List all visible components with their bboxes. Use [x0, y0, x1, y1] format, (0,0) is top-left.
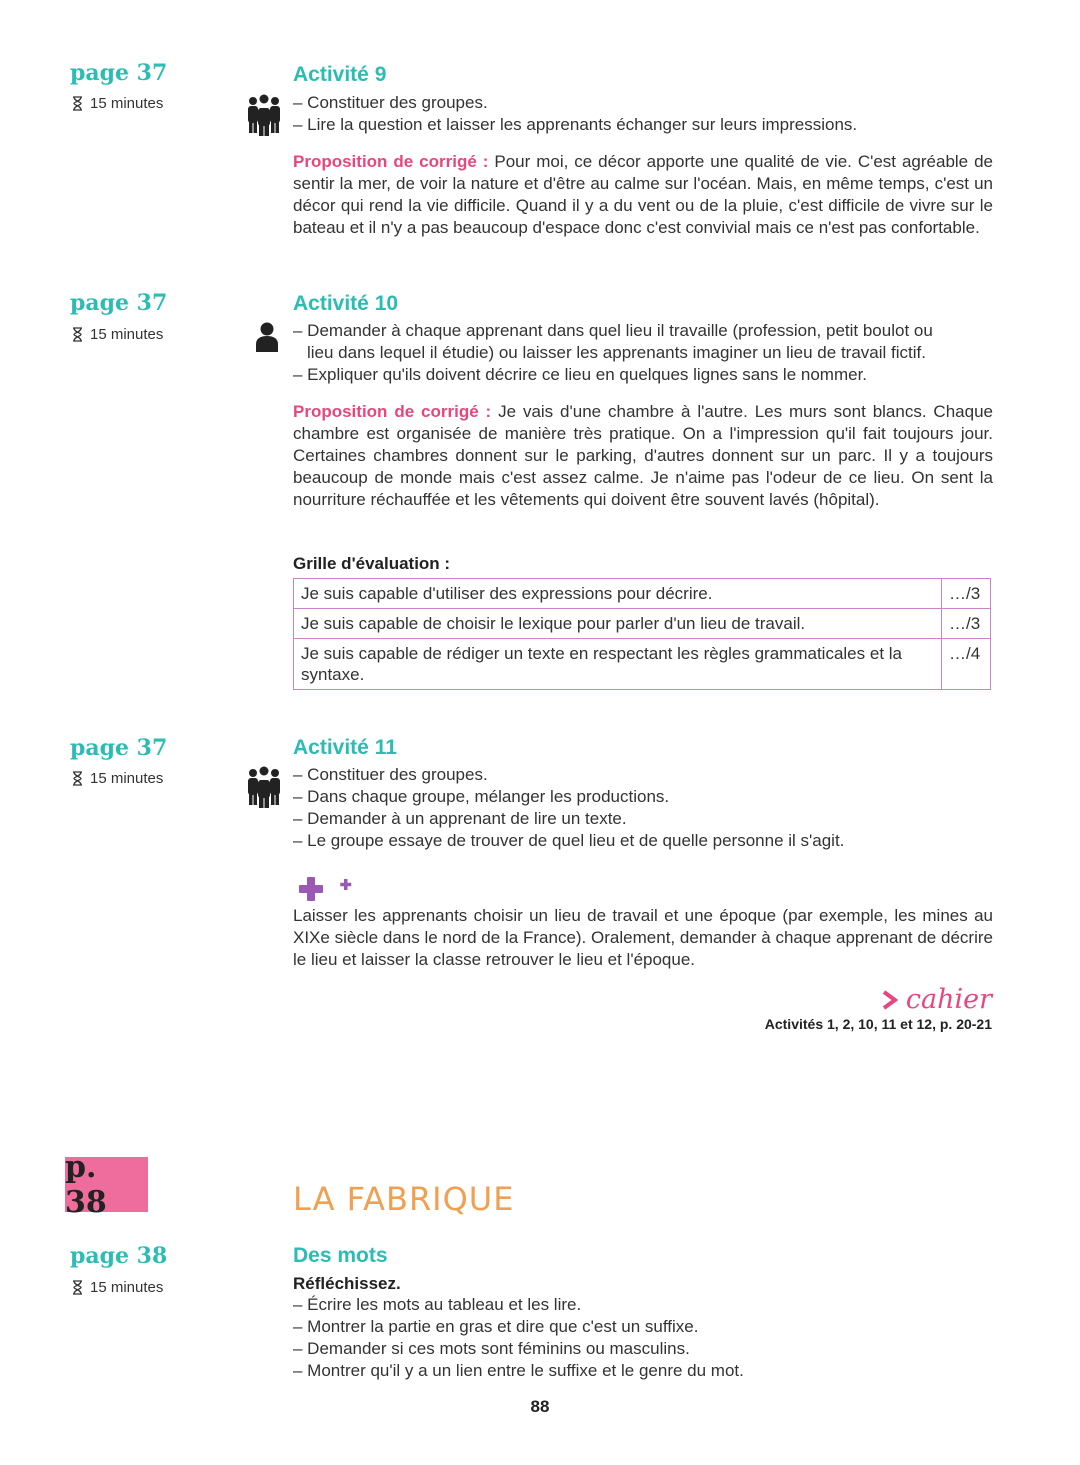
- activity-title: Des mots: [293, 1244, 388, 1267]
- instruction-line: – Lire la question et laisser les apprenants échanger sur leurs impressions.: [293, 115, 858, 134]
- proposal-text: Pour moi, ce décor apporte une qualité de vie. C'est agréable de sentir la mer, de voir la nature et d'être au calme sur l'océan. Mais, en même temps, c'est un décor qui rend la vie difficile. Quand il y a du vent ou de la pluie, c'est difficile de vivre sur le bateau et il n'y a pas beaucoup d'espace donc c'est convivial mais ce n'est pas confortable.: [293, 152, 993, 237]
- duration: [72, 326, 163, 343]
- hourglass-icon: [72, 771, 83, 786]
- instruction-line: – Constituer des groupes.: [293, 765, 488, 784]
- duration-text: 15 minutes: [90, 95, 164, 112]
- person-icon: [256, 322, 278, 352]
- instruction-line: – Montrer la partie en gras et dire que c'est un suffixe.: [293, 1317, 699, 1336]
- page-box: p. 38: [65, 1157, 148, 1212]
- table-row: [294, 639, 991, 690]
- proposal-label: Proposition de corrigé :: [293, 152, 489, 171]
- plus-plus-icon: [298, 876, 356, 902]
- instruction-line: – Constituer des groupes.: [293, 93, 488, 112]
- criterion-cell: Je suis capable de choisir le lexique pour parler d'un lieu de travail.: [294, 609, 942, 639]
- instruction-line: – Dans chaque groupe, mélanger les productions.: [293, 787, 670, 806]
- instruction-line: lieu dans lequel il étudie) ou laisser les apprenants imaginer un lieu de travail fictif.: [307, 343, 926, 362]
- table-row: [294, 579, 991, 609]
- instruction-line: – Expliquer qu'ils doivent décrire ce lieu en quelques lignes sans le nommer.: [293, 365, 868, 384]
- page-reference: page 38: [70, 1243, 168, 1269]
- page-number: 88: [530, 1397, 550, 1416]
- instruction-line: – Demander à chaque apprenant dans quel lieu il travaille (profession, petit boulot ou: [293, 321, 933, 340]
- duration: [72, 770, 163, 787]
- evaluation-grid: [293, 578, 991, 690]
- duration: [72, 95, 163, 112]
- grid-title: Grille d'évaluation :: [293, 554, 451, 573]
- activity-instructions: [293, 764, 993, 852]
- subtitle: Réfléchissez.: [293, 1274, 401, 1293]
- instruction-line: – Le groupe essaye de trouver de quel lieu et de quelle personne il s'agit.: [293, 831, 845, 850]
- section-title: LA FABRIQUE: [293, 1180, 515, 1218]
- activity-title: Activité 9: [293, 63, 387, 86]
- score-cell: …/4: [942, 639, 991, 690]
- table-row: [294, 609, 991, 639]
- score-cell: …/3: [942, 579, 991, 609]
- proposal-paragraph: [293, 401, 993, 511]
- criterion-cell: Je suis capable de rédiger un texte en respectant les règles grammaticales et la syntaxe.: [294, 639, 942, 690]
- proposal-text: Je vais d'une chambre à l'autre. Les murs sont blancs. Chaque chambre est organisée de manière très pratique. On a l'impression qu'il fait toujours jour. Certaines chambres donnent sur le parking, d'autres donnent sur un parc. Il y a toujours beaucoup de monde mais c'est assez calme. Je n'aime pas l'odeur de ce lieu. On sent la nourriture réchauffée et les vêtements qui doivent être souvent lavés (hôpital).: [293, 402, 993, 509]
- instruction-line: – Montrer qu'il y a un lien entre le suffixe et le genre du mot.: [293, 1361, 744, 1380]
- group-icon: [246, 94, 282, 136]
- extension-paragraph: Laisser les apprenants choisir un lieu de travail et une époque (par exemple, les mines au XIXe siècle dans le nord de la France). Oralement, demander à chaque apprenant de décrire le lieu et laisser la classe retrouver le lieu et l'époque.: [293, 906, 993, 969]
- instruction-line: – Demander à un apprenant de lire un texte.: [293, 809, 627, 828]
- activity-instructions: [293, 92, 993, 136]
- criterion-cell: Je suis capable d'utiliser des expressions pour décrire.: [294, 579, 942, 609]
- duration-text: 15 minutes: [90, 326, 164, 343]
- proposal-label: Proposition de corrigé :: [293, 402, 492, 421]
- cahier-label: cahier: [905, 984, 992, 1015]
- proposal-paragraph: [293, 151, 993, 239]
- cahier-reference: Activités 1, 2, 10, 11 et 12, p. 20-21: [764, 1016, 992, 1032]
- chevron-right-icon: [882, 990, 898, 1010]
- duration-text: 15 minutes: [90, 770, 164, 787]
- instruction-line: – Écrire les mots au tableau et les lire.: [293, 1295, 582, 1314]
- hourglass-icon: [72, 96, 83, 111]
- activity-title: Activité 11: [293, 736, 397, 759]
- group-icon: [246, 766, 282, 808]
- activity-instructions: [293, 1294, 993, 1382]
- activity-instructions: [293, 320, 993, 386]
- page-reference: page 37: [70, 735, 168, 761]
- duration-text: 15 minutes: [90, 1279, 164, 1296]
- hourglass-icon: [72, 327, 83, 342]
- page-reference: page 37: [70, 60, 168, 86]
- hourglass-icon: [72, 1280, 83, 1295]
- page-reference: page 37: [70, 290, 168, 316]
- score-cell: …/3: [942, 609, 991, 639]
- cahier-link: [882, 984, 992, 1015]
- duration: [72, 1279, 163, 1296]
- instruction-line: – Demander si ces mots sont féminins ou masculins.: [293, 1339, 690, 1358]
- activity-title: Activité 10: [293, 292, 399, 315]
